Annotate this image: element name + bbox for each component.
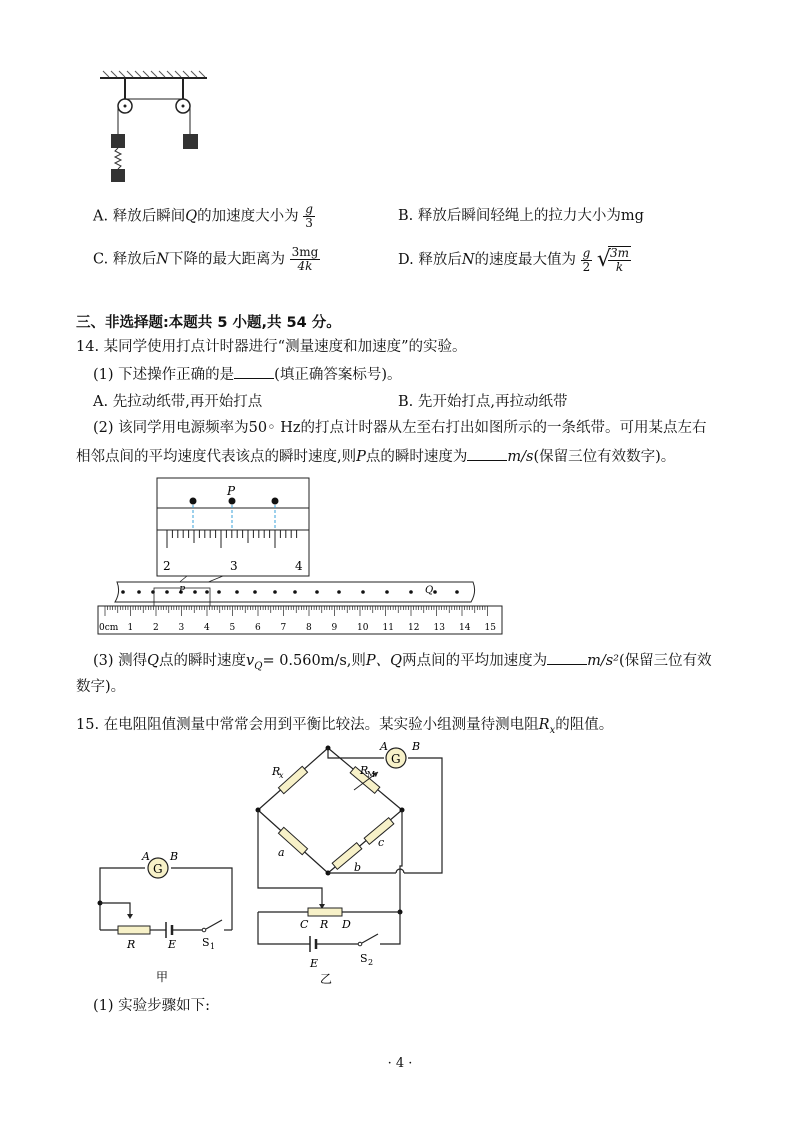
ruler-label: 12 <box>408 623 420 633</box>
paper-tape-figure <box>95 476 515 638</box>
svg-text:A: A <box>142 850 150 863</box>
svg-text:1: 1 <box>210 942 216 951</box>
ruler-label: 6 <box>255 623 261 633</box>
section-heading: 三、非选择题:本题共 5 小题,共 54 分。 <box>76 315 341 331</box>
answer-blank[interactable] <box>234 364 274 379</box>
q14-part2-line2: 相邻点间的平均速度代表该点的瞬时速度,则P点的瞬时速度为 m/s(保留三位有效数字)。 <box>76 446 675 467</box>
svg-text:2: 2 <box>368 958 374 967</box>
tape-dot <box>273 590 277 594</box>
q14-part2-line1: (2) 该同学用电源频率为50◦ Hz的打点计时器从左至右打出如图所示的一条纸带。可用某点左右 <box>93 420 707 436</box>
tape-dot <box>235 590 239 594</box>
tape-dot <box>253 590 257 594</box>
svg-text:x: x <box>279 771 284 780</box>
tape-point-q: Q <box>425 585 434 596</box>
q14-part3-line2: 数字)。 <box>76 679 126 695</box>
ruler-label: 11 <box>382 623 394 633</box>
ruler-label: 15 <box>484 623 496 633</box>
option-a: A. 释放后瞬间Q的加速度大小为 $\frac{g}{3}$ <box>93 202 313 230</box>
svg-text:B: B <box>412 740 421 753</box>
ruler-label: 14 <box>459 623 471 633</box>
galvanometer-label: G <box>153 862 163 876</box>
zoom-tick-label: 3 <box>230 559 238 573</box>
svg-text:A: A <box>380 740 388 753</box>
ruler-label: 9 <box>331 623 338 633</box>
svg-text:R: R <box>320 918 329 931</box>
tape-dot <box>217 590 221 594</box>
figure-caption: 甲 <box>156 970 169 984</box>
q14-stem: 14. 某同学使用打点计时器进行“测量速度和加速度”的实验。 <box>76 339 467 355</box>
svg-text:G: G <box>391 752 401 766</box>
svg-text:a: a <box>278 846 285 859</box>
tape-dot <box>165 590 169 594</box>
tape-dot <box>193 590 197 594</box>
q14-part1: (1) 下述操作正确的是 (填正确答案标号)。 <box>93 364 401 385</box>
page-number: · 4 · <box>387 1056 413 1071</box>
tape-dot <box>433 590 437 594</box>
q14-option-b: B. 先开始打点,再拉动纸带 <box>398 394 568 410</box>
tape-dot <box>385 590 389 594</box>
ruler-label: 5 <box>229 623 236 633</box>
ruler-label: 3 <box>178 623 185 633</box>
zoom-point-p: P <box>227 484 236 498</box>
q15-step1: (1) 实验步骤如下: <box>93 998 211 1014</box>
zoom-tick-label: 4 <box>295 559 303 573</box>
svg-text:R: R <box>360 764 369 777</box>
q14-part3-line1: (3) 测得Q点的瞬时速度$v_Q= 0.560m/s$,则P、Q两点间的平均加速度为 m/s²(保留三位有效 <box>93 650 712 677</box>
svg-text:E: E <box>310 957 319 970</box>
circuit-jia <box>90 848 240 988</box>
svg-text:E: E <box>168 938 177 951</box>
tape-dot <box>315 590 319 594</box>
tape-dot <box>361 590 365 594</box>
ruler-label: 0cm <box>99 623 119 633</box>
q14-option-a: A. 先拉动纸带,再开始打点 <box>93 394 263 410</box>
tape-dot <box>455 590 459 594</box>
zoom-tick-label: 2 <box>163 559 171 573</box>
answer-blank[interactable] <box>467 446 507 461</box>
svg-text:S: S <box>360 952 368 965</box>
ruler-label: 13 <box>433 623 445 633</box>
svg-text:D: D <box>342 918 351 931</box>
svg-text:C: C <box>300 918 309 931</box>
tape-dot <box>337 590 341 594</box>
pulley-figure <box>95 70 215 185</box>
svg-text:M: M <box>367 770 376 779</box>
circuit-yi <box>250 738 470 988</box>
ruler-label: 7 <box>280 623 287 633</box>
svg-text:S: S <box>202 936 210 949</box>
tape-dot <box>293 590 297 594</box>
svg-text:R: R <box>272 765 281 778</box>
tape-dot <box>137 590 141 594</box>
q15-stem: 15. 在电阻阻值测量中常常会用到平衡比较法。某实验小组测量待测电阻$R_x$的阻值。 <box>76 717 614 736</box>
answer-blank[interactable] <box>547 650 587 665</box>
ruler-label: 10 <box>357 623 369 633</box>
ruler-label: 8 <box>306 623 312 633</box>
tape-dot <box>121 590 125 594</box>
svg-text:b: b <box>354 861 362 874</box>
figure-caption: 乙 <box>320 972 333 986</box>
svg-text:B: B <box>170 850 179 863</box>
option-d: D. 释放后N的速度最大值为 $\frac{g}{2}$ √ $\frac{3m}{k}$ <box>398 245 629 274</box>
svg-text:c: c <box>378 836 385 849</box>
tape-dot <box>409 590 413 594</box>
svg-text:R: R <box>127 938 136 951</box>
option-b: B. 释放后瞬间轻绳上的拉力大小为mg <box>398 208 644 224</box>
option-c: C. 释放后N下降的最大距离为 $\frac{3mg}{4k}$ <box>93 245 319 273</box>
tape-point-p: P <box>179 586 186 596</box>
ruler-label: 1 <box>127 623 134 633</box>
tape-dot <box>205 590 209 594</box>
ruler-label: 2 <box>153 623 159 633</box>
ruler-label: 4 <box>204 623 210 633</box>
